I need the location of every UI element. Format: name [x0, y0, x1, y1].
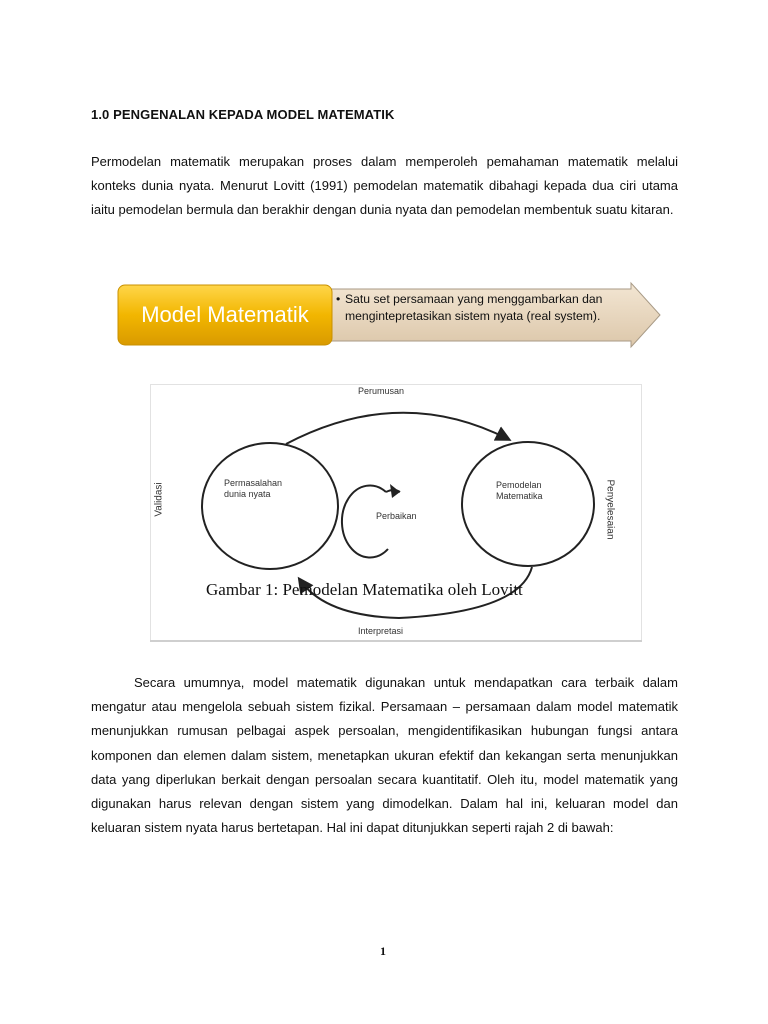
body-paragraph: Secara umumnya, model matematik digunakan untuk mendapatkan cara terbaik dalam mengatur atau mengelola sebuah sistem fizikal. Persamaan – persamaan dalam model matematik menunjukkan rumusan pelbagai aspek persoalan, mengidentifikasikan hubungan fungsi antara komponen dan elemen dalam sistem, menetapkan ukuran efektif dan kekangan serta menunjukkan data yang diperlukan berkait dengan persoalan secara kuantitatif. Oleh itu, model matematik yang digunakan harus relevan dengan sistem yang dimodelkan. Dalam hal ini, keluaran model dan keluaran sistem nyata harus bertetapan. Hal ini dapat ditunjukkan seperti rajah 2 di bawah:: [91, 675, 678, 836]
label-left-circle: Permasalahan dunia nyata: [224, 478, 283, 499]
label-perumusan: Perumusan: [358, 386, 405, 396]
label-interpretasi: Interpretasi: [358, 626, 404, 636]
banner-description-text: Satu set persamaan yang menggambarkan dan mengintepretasikan sistem nyata (real system).: [345, 292, 603, 323]
label-penyelesaian: Penyelesaian: [604, 479, 616, 540]
banner-title: Model Matematik: [141, 302, 309, 327]
banner-description: [334, 291, 634, 325]
page-number: 1: [380, 944, 386, 958]
model-matematik-banner: [116, 281, 662, 351]
figure-caption: Gambar 1: Pemodelan Matematika oleh Lovitt: [206, 580, 523, 599]
section-heading: 1.0 PENGENALAN KEPADA MODEL MATEMATIK: [91, 107, 395, 122]
label-right-circle: Pemodelan Matematika: [496, 480, 543, 501]
lovitt-cycle-figure: [150, 384, 642, 642]
label-perbaikan: Perbaikan: [376, 511, 417, 521]
label-validasi: Validasi: [153, 482, 165, 517]
intro-paragraph: Permodelan matematik merupakan proses dalam memperoleh pemahaman matematik melalui konteks dunia nyata. Menurut Lovitt (1991) pemodelan matematik dibahagi kepada dua ciri utama iaitu pemodelan bermula dan berakhir dengan dunia nyata dan pemodelan membentuk suatu kitaran.: [91, 154, 678, 218]
bullet-icon: •: [336, 292, 341, 306]
